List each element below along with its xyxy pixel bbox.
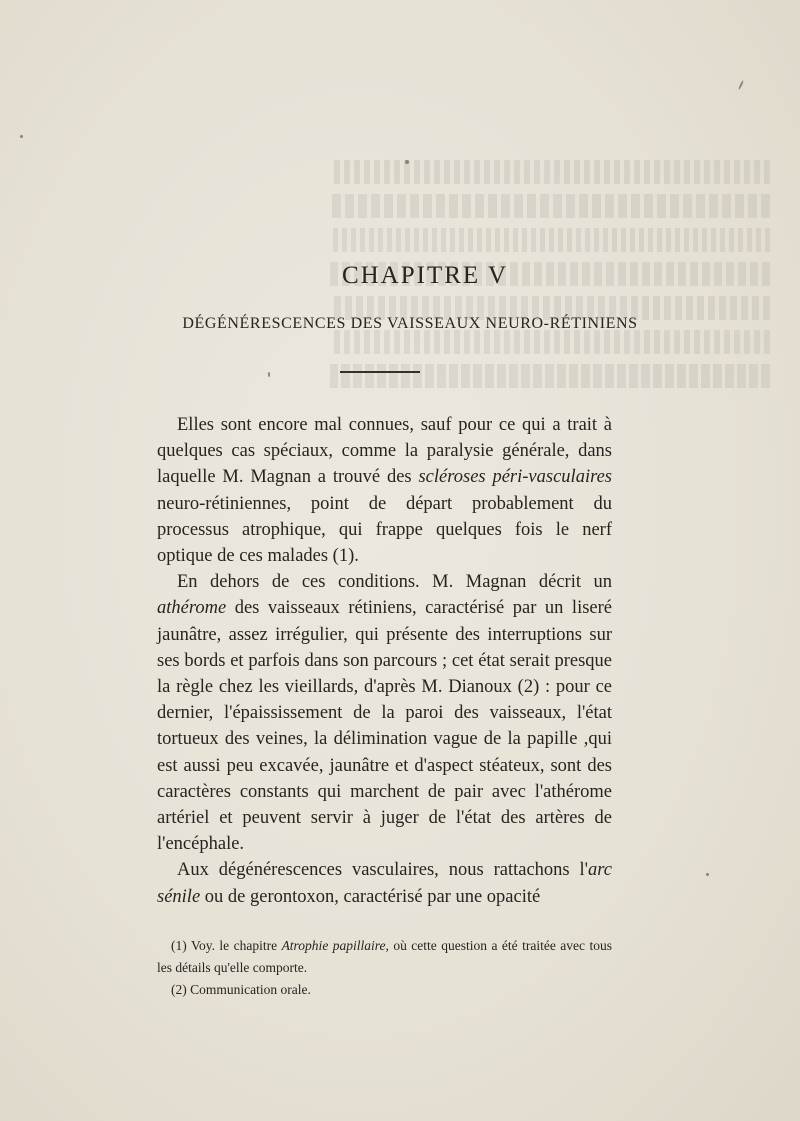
paragraph-text: neuro-rétiniennes, point de départ probablement du processus atrophique, qui frappe quelques fois le nerf optique de ces malades (1). [157, 493, 612, 567]
paragraph-text: Aux dégénérescences vasculaires, nous rattachons l' [177, 860, 589, 881]
italic-term: arc sénile [157, 860, 612, 907]
section-divider [340, 371, 420, 373]
italic-term: athérome [157, 598, 227, 619]
paper-speck [706, 873, 709, 876]
footnote-text: (1) Voy. le chapitre [171, 938, 282, 953]
paragraph-text: Elles sont encore mal connues, sauf pour ce qui a trait à quelques cas spéciaux, comme la paralysie générale, dans laquelle M. Magnan a trouvé des [157, 415, 612, 488]
chapter-subtitle: DÉGÉNÉRESCENCES DES VAISSEAUX NEURO-RÉTINIENS [182, 315, 638, 332]
paragraph-text: ou de gerontoxon, caractérisé par une opacité [200, 886, 541, 907]
footnote-italic: Atrophie papillaire [281, 938, 386, 953]
paper-speck [20, 135, 23, 138]
paper-speck [405, 160, 409, 164]
footnote-1 [157, 935, 612, 979]
paragraph [157, 857, 612, 909]
footnote-2: (2) Communication orale. [171, 982, 311, 997]
italic-term: scléroses péri-vasculaires [418, 467, 613, 488]
chapter-title: CHAPITRE V [341, 262, 509, 289]
footnotes [157, 935, 612, 1001]
paper-speck [738, 80, 744, 90]
body-text [157, 412, 612, 910]
paragraph [157, 412, 612, 569]
paragraph [157, 569, 612, 857]
paragraph-text: des vaisseaux rétiniens, caractérisé par un liseré jaunâtre, assez irrégulier, qui présente des interruptions sur ses bords et parfois dans son parcours ; cet état serait presque la règle chez les vieillards, d'après M. Dianoux (2) : pour ce dernier, l'épaississement de la paroi des vaisseaux, l'état tortueux des veines, la délimination vague de la papille ,qui est aussi peu excavée, jaunâtre et d'aspect stéateux, sont des caractères constants qui marchent de pair avec l'athérome artériel et peuvent servir à juger de l'état des artères de l'encéphale. [157, 598, 612, 855]
paragraph-text: En dehors de ces conditions. M. Magnan décrit un [177, 572, 612, 593]
paper-speck [268, 372, 270, 377]
footnote-text: , où cette question a été traitée avec tous les détails qu'elle comporte. [157, 938, 612, 975]
